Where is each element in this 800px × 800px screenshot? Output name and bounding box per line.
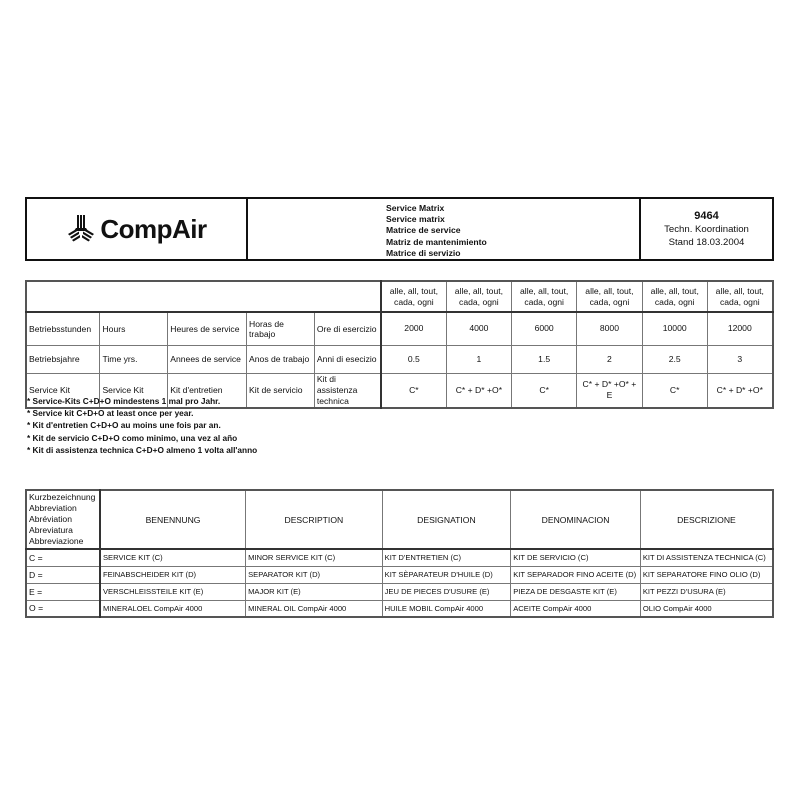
title-line: Matrice de service <box>386 225 461 236</box>
abbreviation-row <box>26 583 773 600</box>
note-line: * Service kit C+D+O at least once per year. <box>27 408 194 419</box>
compair-logo-icon <box>66 214 96 244</box>
abbreviation-header-row <box>26 490 773 549</box>
row-label: Anos de trabajo <box>247 345 315 373</box>
row-label: Time yrs. <box>100 345 168 373</box>
abbreviation-cell: KIT DI ASSISTENZA TECHNICA (C) <box>640 549 773 566</box>
row-label: Hours <box>100 312 168 345</box>
column-header: DESCRIZIONE <box>640 490 773 549</box>
kit-value: C* + D* +O* + E <box>577 373 643 408</box>
column-header: BENENNUNG <box>100 490 246 549</box>
row-label: Service Kit <box>26 373 100 408</box>
years-row <box>26 345 773 373</box>
hours-value: 2000 <box>381 312 446 345</box>
row-label: Ore di esercizio <box>314 312 381 345</box>
interval-header: alle, all, tout, cada, ogni <box>381 281 446 312</box>
title-cell <box>248 199 641 259</box>
interval-header: alle, all, tout, cada, ogni <box>642 281 707 312</box>
abbreviation-key: O = <box>26 600 100 617</box>
empty-header-cell <box>26 281 381 312</box>
service-matrix-table <box>25 280 774 409</box>
years-value: 0.5 <box>381 345 446 373</box>
abbreviation-cell: MINOR SERVICE KIT (C) <box>246 549 383 566</box>
row-label: Anni di esecizio <box>314 345 381 373</box>
abbreviation-cell: SERVICE KIT (C) <box>100 549 246 566</box>
abbreviation-cell: SEPARATOR KIT (D) <box>246 566 383 583</box>
row-label: Kit di assistenza technica <box>314 373 381 408</box>
row-label: Betriebsstunden <box>26 312 100 345</box>
abbreviation-cell: PIEZA DE DESGASTE KIT (E) <box>511 583 641 600</box>
column-header: DENOMINACION <box>511 490 641 549</box>
kit-value: C* + D* +O* <box>707 373 773 408</box>
row-label: Annees de service <box>168 345 247 373</box>
years-value: 2 <box>577 345 643 373</box>
logo-cell <box>27 199 248 259</box>
abbreviation-cell: KIT DE SERVICIO (C) <box>511 549 641 566</box>
title-line: Matrice di servizio <box>386 247 461 258</box>
doc-info-cell <box>641 199 772 259</box>
abbreviation-cell: FEINABSCHEIDER KIT (D) <box>100 566 246 583</box>
column-header: DESCRIPTION <box>246 490 383 549</box>
row-label: Heures de service <box>168 312 247 345</box>
years-value: 1 <box>446 345 512 373</box>
note-line: * Kit de servicio C+D+O como minimo, una vez al año <box>27 432 238 443</box>
abbreviation-key: E = <box>26 583 100 600</box>
abbreviation-cell: MAJOR KIT (E) <box>246 583 383 600</box>
years-value: 3 <box>707 345 773 373</box>
document-header <box>25 197 774 261</box>
abbreviation-row <box>26 549 773 566</box>
abbreviation-table <box>25 489 774 618</box>
hours-value: 4000 <box>446 312 512 345</box>
department: Techn. Koordination <box>664 223 749 235</box>
kit-value: C* <box>512 373 577 408</box>
hours-value: 8000 <box>577 312 643 345</box>
abbreviation-cell: VERSCHLEISSTEILE KIT (E) <box>100 583 246 600</box>
abbreviation-row <box>26 600 773 617</box>
abbreviation-cell: KIT SEPARATORE FINO OLIO (D) <box>640 566 773 583</box>
abbreviation-cell: KIT SÈPARATEUR D'HUILE (D) <box>382 566 511 583</box>
note-line: * Kit di assistenza technica C+D+O almeno 1 volta all'anno <box>27 444 258 455</box>
interval-header: alle, all, tout, cada, ogni <box>577 281 643 312</box>
hours-value: 6000 <box>512 312 577 345</box>
abbreviation-key: C = <box>26 549 100 566</box>
kit-value: C* <box>642 373 707 408</box>
row-label: Kit d'entretien <box>168 373 247 408</box>
hours-value: 12000 <box>707 312 773 345</box>
abbreviation-row <box>26 566 773 583</box>
hours-value: 10000 <box>642 312 707 345</box>
stand-date: Stand 18.03.2004 <box>668 236 745 248</box>
interval-header: alle, all, tout, cada, ogni <box>446 281 512 312</box>
row-label: Kit de servicio <box>247 373 315 408</box>
abbreviation-key: D = <box>26 566 100 583</box>
abbreviation-cell: KIT PEZZI D'USURA (E) <box>640 583 773 600</box>
abbreviation-cell: ACEITE CompAir 4000 <box>511 600 641 617</box>
note-line: * Kit d'entretien C+D+O au moins une fois par an. <box>27 420 221 431</box>
doc-number: 9464 <box>694 209 719 222</box>
hours-row <box>26 312 773 345</box>
kit-value: C* <box>381 373 446 408</box>
kit-value: C* + D* +O* <box>446 373 512 408</box>
interval-header: alle, all, tout, cada, ogni <box>707 281 773 312</box>
abbreviation-cell: KIT D'ENTRETIEN (C) <box>382 549 511 566</box>
abbreviation-cell: MINERALOEL CompAir 4000 <box>100 600 246 617</box>
years-value: 1.5 <box>512 345 577 373</box>
abbreviation-cell: KIT SEPARADOR FINO ACEITE (D) <box>511 566 641 583</box>
interval-header-row <box>26 281 773 312</box>
logo-text: CompAir <box>100 213 207 244</box>
abbreviation-cell: JEU DE PIECES D'USURE (E) <box>382 583 511 600</box>
interval-header: alle, all, tout, cada, ogni <box>512 281 577 312</box>
title-line: Matriz de mantenimiento <box>386 236 487 247</box>
column-header: DESIGNATION <box>382 490 511 549</box>
abbreviation-cell: OLIO CompAir 4000 <box>640 600 773 617</box>
title-line: Service matrix <box>386 214 445 225</box>
row-label: Service Kit <box>100 373 168 408</box>
abbreviation-header: Kurzbezeichnung Abbreviation Abréviation Abreviatura Abbreviazione <box>26 490 100 549</box>
years-value: 2.5 <box>642 345 707 373</box>
note-line: * Service-Kits C+D+O mindestens 1 mal pro Jahr. <box>27 396 221 406</box>
service-notes <box>27 395 257 456</box>
abbreviation-cell: HUILE MOBIL CompAir 4000 <box>382 600 511 617</box>
title-line: Service Matrix <box>386 203 445 213</box>
abbreviation-cell: MINERAL OIL CompAir 4000 <box>246 600 383 617</box>
row-label: Horas de trabajo <box>247 312 315 345</box>
row-label: Betriebsjahre <box>26 345 100 373</box>
